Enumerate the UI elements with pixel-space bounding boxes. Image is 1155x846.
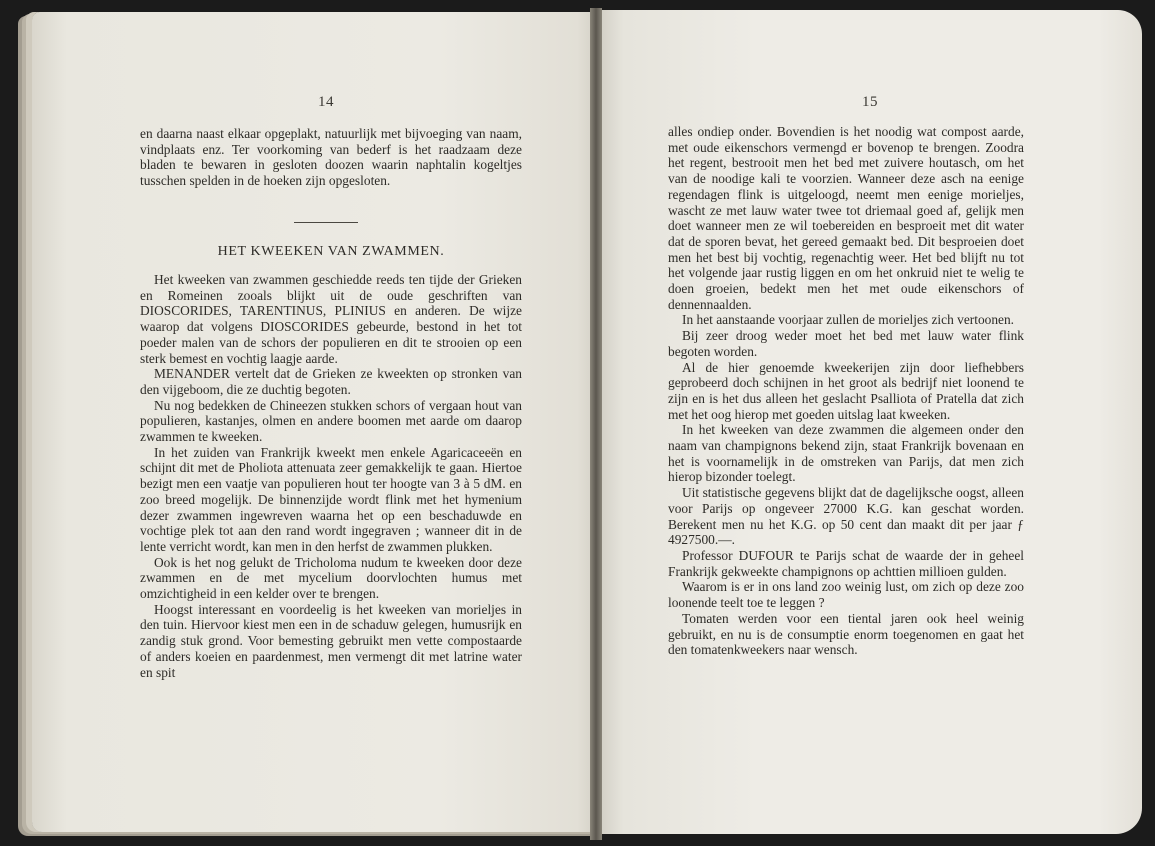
paragraph-menander: MENANDER vertelt dat de Grieken ze kweekten op stronken van den vijgeboom, die ze duchtig begoten. <box>140 366 522 397</box>
paragraph-history: Het kweeken van zwammen geschiedde reeds ten tijde der Grieken en Romeinen zooals blijkt uit de oude geschriften van DIOSCORIDES, TARENTINUS, PLINIUS en anderen. De wijze waarop dat volgens DIOSCORIDES gebeurde, bestond in het tot poeder malen van de schors der populieren en dit te strooien op een sterk bemest en vochtig laagje aarde. <box>140 272 522 366</box>
left-intro-text <box>140 126 522 189</box>
paragraph-champignons: In het kweeken van deze zwammen die algemeen onder den naam van champignons bekend zijn, staat Frankrijk bovenaan en het is voornamelijk in de omstreken van Parijs, dat men zich hierop bizonder toelegt. <box>668 422 1024 485</box>
paragraph-chineezen: Nu nog bedekken de Chineezen stukken schors of vergaan hout van populieren, kastanjes, olmen en andere boomen met aarde om daarop zwammen te kweeken. <box>140 397 522 445</box>
left-page <box>32 12 612 832</box>
right-page <box>596 10 1142 834</box>
paragraph-tomaten: Tomaten werden voor een tiental jaren ook heel weinig gebruikt, en nu is de consumptie enorm toegenomen en gaat het den tomatenkweekers naar wensch. <box>668 610 1024 658</box>
book-gutter <box>590 8 602 840</box>
right-body-text <box>668 124 1024 658</box>
paragraph-morieljes: Hoogst interessant en voordeelig is het kweeken van morieljes in den tuin. Hiervoor kiest men een in de schaduw gelegen, humusrijk en zandig stuk grond. Voor bemesting gebruikt men vette compostaarde of anders koeien en paardenmest, men vermengt dit met latrine water en spit <box>140 601 522 680</box>
page-number-right: 15 <box>862 94 878 110</box>
paragraph-tricholoma: Ook is het nog gelukt de Tricholoma nudum te kweeken door deze zwammen en de met mycelium doorvlochten humus met omzichtigheid in een kelder over te brengen. <box>140 554 522 602</box>
left-body-text <box>140 272 522 680</box>
paragraph-continued: alles ondiep onder. Bovendien is het noodig wat compost aarde, met oude eikenschors vermengd er bovenop te brengen. Zoodra het regent, bestrooit men het bed met zuivere houtasch, om het van de noodige kali te voorzien. Wanneer deze asch na eenige regendagen flink is uitgeloogd, neemt men eenige morieljes, wascht ze met lauw water twee tot driemaal goed af, gelijk men doet wanneer men ze wil toebereiden en besproeit met dit water dat de sporen bevat, het gereed gemaakt bed. Dit besproeien doet men het best bij vochtig, regenachtig weer. Het bed blijft nu tot het volgende jaar rustig liggen en om het onkruid niet te welig te doen groeien, bedekt men het met oude eikenschors of dennennaalden. <box>668 124 1024 312</box>
section-divider <box>294 222 358 223</box>
paragraph-kweekerijen: Al de hier genoemde kweekerijen zijn door liefhebbers geprobeerd doch schijnen in het groot als bedrijf niet loonend te zijn en is het dus alleen het geslacht Psalliota of Pratella dat zich met het oog hierop met goeden uitslag laat kweeken. <box>668 359 1024 422</box>
open-book <box>18 8 1142 840</box>
paragraph-frankrijk: In het zuiden van Frankrijk kweekt men enkele Agaricaceeën en schijnt dit met de Pholiota attenuata zeer gemakkelijk te gaan. Hiertoe bezigt men een vaatje van populieren hout ter hoogte van 3 à 5 dM. en zoo breed mogelijk. De binnenzijde wordt flink met het hymenium dezer zwammen ingewreven waarna het op een beschaduwde en vochtige plek tot aan den rand wordt ingegraven ; wanneer dit in de lente verricht wordt, kan men in den herfst de zwammen plukken. <box>140 444 522 554</box>
intro-paragraph: en daarna naast elkaar opgeplakt, natuurlijk met bijvoeging van naam, vindplaats enz. Ter voorkoming van bederf is het raadzaam deze bladen te bewaren in gesloten doozen waarin naphtalin kogeltjes tusschen spelden in de hoeken zijn opgesloten. <box>140 126 522 189</box>
paragraph-waarom: Waarom is er in ons land zoo weinig lust, om zich op deze zoo loonende teelt toe te leggen ? <box>668 579 1024 611</box>
paragraph-voorjaar: In het aanstaande voorjaar zullen de morieljes zich vertoonen. <box>682 312 1015 328</box>
paragraph-statistiek: Uit statistische gegevens blijkt dat de dagelijksche oogst, alleen voor Parijs op ongeveer 27000 K.G. kan geschat worden. Berekent men nu het K.G. op 50 cent dan maakt dit per jaar ƒ 4927500.—. <box>668 485 1024 548</box>
page-number-left: 14 <box>318 94 334 110</box>
paragraph-dufour: Professor DUFOUR te Parijs schat de waarde der in geheel Frankrijk gekweekte champignons op achttien millioen gulden. <box>668 547 1024 579</box>
paragraph-droog: Bij zeer droog weder moet het bed met lauw water flink begoten worden. <box>668 328 1024 359</box>
section-heading: HET KWEEKEN VAN ZWAMMEN. <box>217 244 445 259</box>
